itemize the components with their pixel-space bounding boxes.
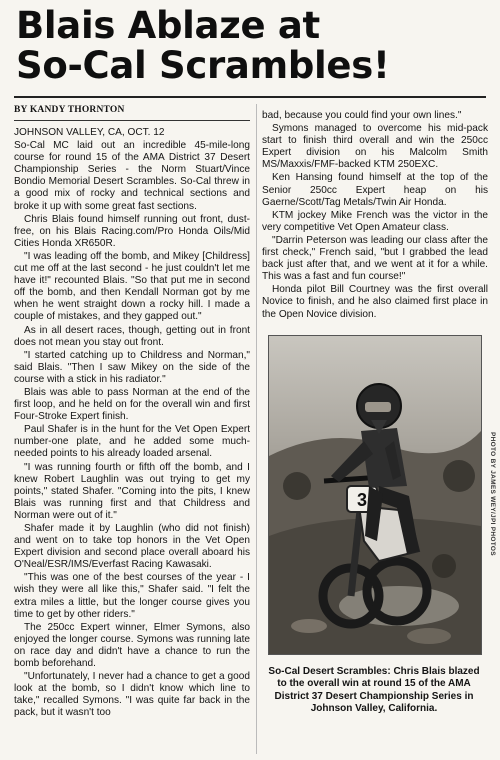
headline-line-2: So-Cal Scrambles!: [16, 44, 390, 87]
photo-caption: So-Cal Desert Scrambles: Chris Blais blazed to the overall win at round 15 of the AMA District 37 Desert Championship Series in Johnson Valley, California.: [268, 666, 480, 715]
photo-credit: PHOTO BY JAMES WEY/JPI PHOTOS: [489, 432, 496, 556]
paragraph: Shafer made it by Laughlin (who did not finish) and went on to take top honors in the Vet Open Expert division and second place overall aboard his O'Neal/ESR/IMS/Everfast Racing Kawasaki.: [14, 523, 250, 571]
byline: BY KANDY THORNTON: [14, 105, 125, 115]
rock: [407, 628, 451, 644]
paragraph: Symons managed to overcome his mid-pack start to finish third overall and win the 250cc Expert division on his Malcolm Smith MS/Maxxis/FMF-backed KTM 250EXC.: [262, 123, 488, 171]
paragraph: "I was leading off the bomb, and Mikey [Childress] cut me off at the last second - he just couldn't let me have it!" recounted Blais. "So that put me in second off the bomb, and then Kendall Norman got by me when he went straight down a rocky hill. I made a couple of mistakes, and they gapped out.": [14, 250, 250, 323]
dirt-bike-rider-illustration: [269, 336, 481, 654]
byline-rule: [14, 120, 250, 121]
paragraph: "I was running fourth or fifth off the bomb, and I knew Robert Laughlin was out trying to get my points," stated Shafer. "Coming into the pits, I knew Blais was running first and that Childress and Norman were out of it.": [14, 461, 250, 521]
brush: [432, 554, 456, 578]
article-column-2: [262, 110, 488, 326]
paragraph: Honda pilot Bill Courtney was the first overall Novice to finish, and he also claimed first place in the Open Novice division.: [262, 284, 488, 320]
paragraph: The 250cc Expert winner, Elmer Symons, also enjoyed the longer course. Symons was running late on race day and didn't have a chance to run the bomb beforehand.: [14, 621, 250, 670]
paragraph: "This was one of the best courses of the year - I wish they were all like this," Shafer said. "I felt the extra miles a little, but the longer course gives you time to get by other riders.": [14, 572, 250, 620]
headline-rule: [14, 96, 486, 98]
headline: [16, 6, 486, 86]
dateline: JOHNSON VALLEY, CA, OCT. 12: [14, 127, 165, 138]
headline-line-1: Blais Ablaze at: [16, 4, 320, 47]
paragraph: bad, because you could find your own lines.": [262, 110, 462, 121]
rock: [291, 619, 327, 633]
brush: [443, 460, 475, 492]
column-divider: [256, 104, 257, 754]
paragraph: So-Cal MC laid out an incredible 45-mile-long course for round 15 of the AMA District 37 Desert Championship Series - the Norm Stuart/Vince Bondio Memorial Desert Scrambles. So-Cal threw in a good mix of rocky and technical sections and broke it up with some great fast sections.: [14, 140, 250, 212]
paragraph: KTM jockey Mike French was the victor in the very competitive Vet Open Amateur class.: [262, 209, 488, 233]
paragraph: "Darrin Peterson was leading our class after the first check," French said, "but I grabbed the lead back just after that, and we went at it for a while. This was a fast and fun course!": [262, 234, 488, 283]
plate-number: 3: [356, 490, 368, 510]
race-photo: [268, 335, 482, 655]
article-column-1: [14, 127, 250, 755]
paragraph: "I started catching up to Childress and Norman," said Blais. "Then I saw Mikey on the side of the course with a stick in his radiator.": [14, 349, 250, 385]
brush: [283, 472, 311, 500]
paragraph: Paul Shafer is in the hunt for the Vet Open Expert number-one plate, and he added some much-needed points to his already loaded arsenal.: [14, 424, 250, 460]
goggles: [365, 402, 391, 412]
paragraph: Blais was able to pass Norman at the end of the first loop, and he held on for the overall win and first Four-Stroke Expert finish.: [14, 386, 250, 423]
paragraph: Chris Blais found himself running out front, dust-free, on his Blais Racing.com/Pro Honda Oils/Mid Cities Honda XR650R.: [14, 213, 250, 249]
paragraph: "Unfortunately, I never had a chance to get a good look at the bomb, so I didn't know which line to take," recalled Symons. "I was quite far back in the pack, but it wasn't too: [14, 671, 250, 719]
paragraph: As in all desert races, though, getting out in front does not mean you stay out front.: [14, 324, 250, 348]
paragraph: Ken Hansing found himself at the top of the Senior 250cc Expert heap on his Gaerne/Scott/Tag Metals/Twin Air Honda.: [262, 172, 488, 208]
